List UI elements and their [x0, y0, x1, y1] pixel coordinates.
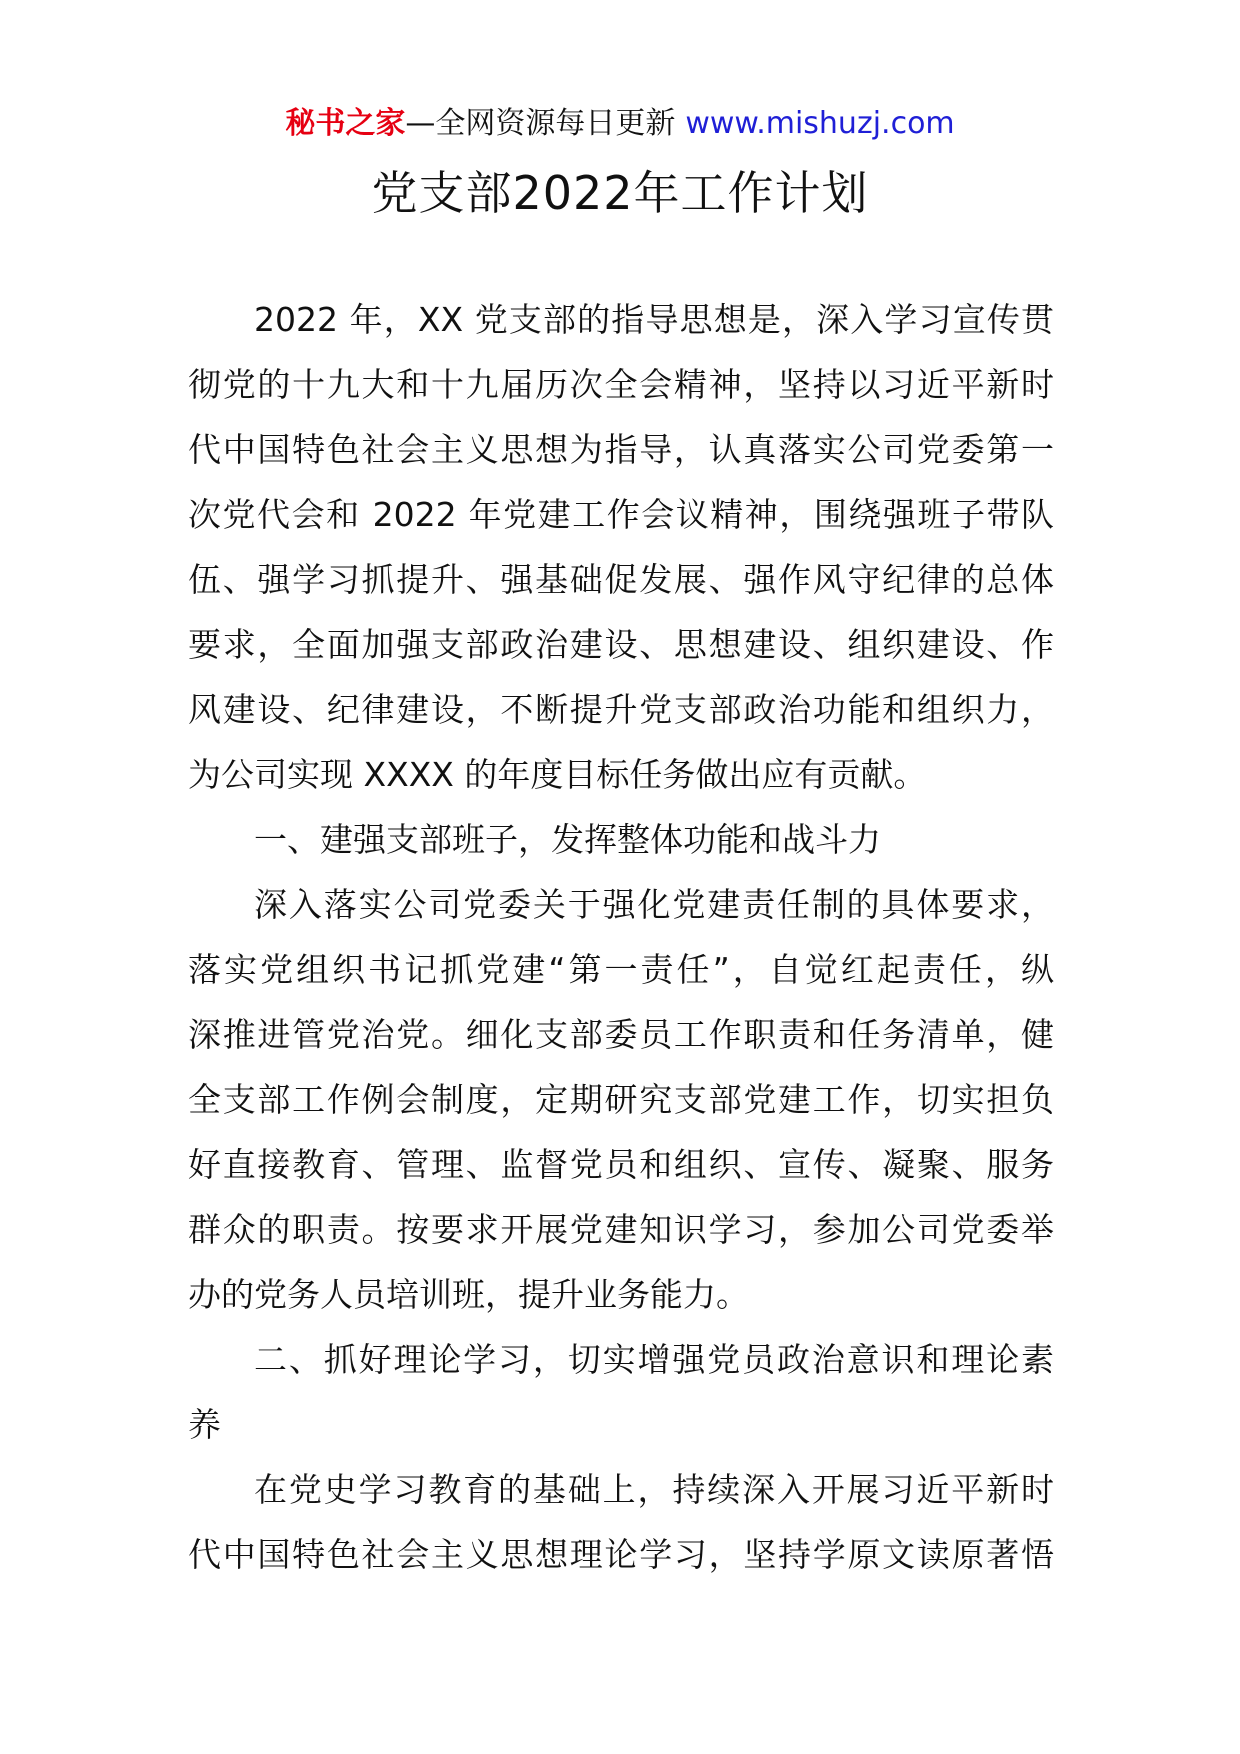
text-line: 在党史学习教育的基础上，持续深入开展习近平新时 — [254, 1470, 1054, 1509]
site-header — [0, 104, 1240, 144]
text-line: 深推进管党治党。细化支部委员工作职责和任务清单，健 — [188, 1015, 1054, 1054]
text-line: 办的党务人员培训班，提升业务能力。 — [188, 1275, 749, 1314]
text-line: 深入落实公司党委关于强化党建责任制的具体要求， — [254, 885, 1054, 924]
text-line: 落实党组织书记抓党建“第一责任”，自觉红起责任，纵 — [188, 950, 1054, 989]
text-line: 全支部工作例会制度，定期研究支部党建工作，切实担负 — [188, 1080, 1054, 1119]
text-line: 伍、强学习抓提升、强基础促发展、强作风守纪律的总体 — [188, 560, 1054, 599]
text-line: 群众的职责。按要求开展党建知识学习，参加公司党委举 — [188, 1210, 1054, 1249]
text-line: 次党代会和 2022 年党建工作会议精神，围绕强班子带队 — [188, 495, 1054, 534]
text-line: 好直接教育、管理、监督党员和组织、宣传、凝聚、服务 — [188, 1145, 1054, 1184]
text-line: 代中国特色社会主义思想理论学习，坚持学原文读原著悟 — [188, 1535, 1054, 1574]
text-line: 风建设、纪律建设，不断提升党支部政治功能和组织力， — [188, 690, 1054, 729]
text-line: 为公司实现 XXXX 的年度目标任务做出应有贡献。 — [188, 755, 927, 794]
section-heading-2: 二、抓好理论学习，切实增强党员政治意识和理论素 — [254, 1340, 1054, 1379]
section-heading-2-end: 养 — [188, 1405, 221, 1444]
text-line: 代中国特色社会主义思想为指导，认真落实公司党委第一 — [188, 430, 1054, 469]
site-url-link[interactable]: www.mishuzj.com — [685, 106, 955, 141]
text-line: 要求，全面加强支部政治建设、思想建设、组织建设、作 — [188, 625, 1054, 664]
document-title: 党支部2022年工作计划 — [371, 166, 869, 220]
text-line: 彻党的十九大和十九届历次全会精神，坚持以习近平新时 — [188, 365, 1054, 404]
text-line: 2022 年，XX 党支部的指导思想是，深入学习宣传贯 — [254, 300, 1054, 339]
document-body — [188, 287, 1054, 1587]
brand-name: 秘书之家 — [285, 106, 406, 141]
section-heading-1: 一、建强支部班子，发挥整体功能和战斗力 — [254, 820, 881, 859]
header-slogan: —全网资源每日更新 — [405, 106, 676, 141]
